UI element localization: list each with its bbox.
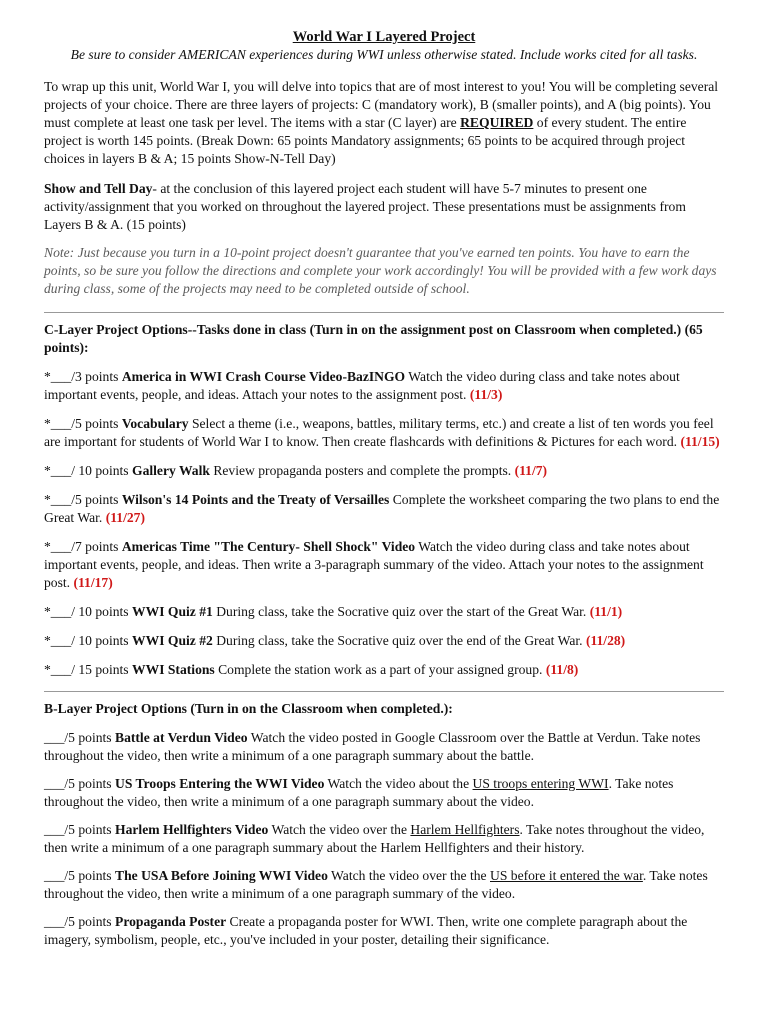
c-layer-task — [44, 632, 724, 650]
task-name: US Troops Entering the WWI Video — [115, 776, 325, 791]
task-link[interactable]: US troops entering WWI — [472, 776, 609, 791]
task-blank: ___/ — [44, 868, 69, 883]
task-link[interactable]: US before it entered the war — [490, 868, 643, 883]
task-blank: *___/ — [44, 463, 75, 478]
b-layer-task — [44, 775, 724, 811]
task-blank: *___/ — [44, 604, 75, 619]
task-description: Watch the video over the — [268, 822, 411, 837]
intro-paragraph — [44, 78, 724, 168]
task-blank: ___/ — [44, 730, 69, 745]
task-points: 5 points — [74, 416, 119, 431]
b-layer-task — [44, 867, 724, 903]
section-divider — [44, 312, 724, 313]
intro-text-2: of every student. The entire project is worth 145 points. (Break Down: 65 points Mandatory assignments; 65 points to be acquired through project choices in layers B & A; 15 points Show-N-Tell Day) — [44, 115, 687, 166]
document-page — [44, 28, 724, 959]
c-layer-task — [44, 368, 724, 404]
task-name: Americas Time "The Century- Shell Shock" Video — [121, 539, 416, 554]
task-link[interactable]: Harlem Hellfighters — [410, 822, 520, 837]
c-layer-heading-text: C-Layer Project Options--Tasks done in class — [44, 322, 310, 337]
task-points: 10 points — [74, 604, 129, 619]
task-due-date: (11/15) — [680, 434, 720, 449]
task-description: During class, take the Socrative quiz over the end of the Great War. — [212, 633, 583, 648]
task-points: 7 points — [74, 539, 119, 554]
c-layer-heading — [44, 321, 724, 357]
task-name: The USA Before Joining WWI Video — [115, 868, 328, 883]
task-blank: ___/ — [44, 776, 69, 791]
note-paragraph: Note: Just because you turn in a 10-point project doesn't guarantee that you've earned ten points. You have to earn the points, so be sure you follow the directions and complete your work accordingly! You will be provided with a few work days during class, some of the projects may need to be completed outside of school. — [44, 245, 717, 296]
b-layer-task — [44, 913, 724, 949]
c-layer-task — [44, 661, 724, 679]
task-points: 5 points — [68, 868, 112, 883]
task-name: WWI Quiz #1 — [132, 604, 213, 619]
c-layer-task-list — [44, 368, 724, 679]
task-description: Watch the video posted in Google Classroom over the Battle at Verdun. Take notes throughout the video, then write a minimum of a one paragraph summary about the battle. — [44, 730, 701, 763]
c-layer-task — [44, 603, 724, 621]
task-due-date: (11/17) — [73, 575, 113, 590]
task-points: 5 points — [68, 730, 112, 745]
task-due-date: (11/3) — [469, 387, 503, 402]
show-and-tell-label: Show and Tell Day — [44, 181, 153, 196]
page-title: World War I Layered Project — [292, 29, 476, 45]
task-description: Watch the video during class and take notes about important events, people, and ideas. Attach your notes to the assignment post. — [44, 369, 680, 402]
task-name: Propaganda Poster — [115, 914, 227, 929]
task-blank: ___/ — [44, 914, 69, 929]
task-points: 5 points — [68, 776, 112, 791]
task-description: Complete the worksheet comparing the two plans to end the Great War. — [44, 492, 720, 525]
task-name: WWI Stations — [132, 662, 215, 677]
task-name: Harlem Hellfighters Video — [115, 822, 269, 837]
task-description-end: . Take notes throughout the video, then write a minimum of a one paragraph summary about the Harlem Hellfighters and their history. — [44, 822, 705, 855]
b-layer-heading-bold: B-Layer Project Options — [44, 701, 191, 716]
task-name: Battle at Verdun Video — [115, 730, 248, 745]
task-name: WWI Quiz #2 — [132, 633, 213, 648]
c-layer-task — [44, 538, 724, 592]
c-layer-task — [44, 462, 724, 480]
task-blank: ___/ — [44, 822, 69, 837]
task-description: Select a theme (i.e., weapons, battles, military terms, etc.) and create a list of ten words you feel are important for students of World War I to know. Then create flashcards with definitions & Pictures for each word. — [44, 416, 714, 449]
task-description-end: . Take notes throughout the video, then write a minimum of a one paragraph summary about the video. — [44, 776, 674, 809]
show-and-tell-paragraph — [44, 180, 724, 234]
task-description: Review propaganda posters and complete the prompts. — [209, 463, 512, 478]
task-blank: *___/ — [44, 369, 75, 384]
task-points: 15 points — [74, 662, 129, 677]
task-description-end: . Take notes throughout the video, then write a minimum of a one paragraph summary of the video. — [44, 868, 708, 901]
task-points: 10 points — [74, 463, 129, 478]
task-points: 5 points — [68, 914, 112, 929]
c-layer-heading-bold: (Turn in on the assignment post on Classroom when completed.) (65 points): — [44, 322, 703, 355]
b-layer-task — [44, 821, 724, 857]
c-layer-section — [44, 321, 724, 679]
task-description: Watch the video over the the — [327, 868, 490, 883]
show-and-tell-text: - at the conclusion of this layered project each student will have 5-7 minutes to present one activity/assignment that you worked on throughout the layered project. These presentations must be assignments from Layers B & A. (15 points) — [44, 181, 686, 232]
task-description: During class, take the Socrative quiz over the start of the Great War. — [212, 604, 587, 619]
task-blank: *___/ — [44, 539, 75, 554]
c-layer-task — [44, 415, 724, 451]
task-name: America in WWI Crash Course Video-BazINGO — [121, 369, 406, 384]
b-layer-task-list — [44, 729, 724, 949]
section-divider — [44, 691, 724, 692]
b-layer-task — [44, 729, 724, 765]
task-blank: *___/ — [44, 416, 75, 431]
task-due-date: (11/1) — [589, 604, 623, 619]
intro-text-1: To wrap up this unit, World War I, you will delve into topics that are of most interest to you! You will be completing several projects of your choice. There are three layers of projects: C (mandatory work), B (smaller points), and A (big points). You must complete at least one task per level. The items with a star (C layer) are — [44, 79, 719, 130]
task-blank: *___/ — [44, 633, 75, 648]
task-points: 3 points — [74, 369, 119, 384]
task-blank: *___/ — [44, 492, 75, 507]
task-description: Create a propaganda poster for WWI. Then, write one complete paragraph about the imagery, symbolism, people, etc., you've included in your poster, detailing their significance. — [44, 914, 688, 947]
task-due-date: (11/27) — [105, 510, 145, 525]
task-name: Wilson's 14 Points and the Treaty of Versailles — [121, 492, 390, 507]
task-points: 5 points — [74, 492, 119, 507]
task-points: 10 points — [74, 633, 129, 648]
task-name: Vocabulary — [121, 416, 189, 431]
c-layer-task — [44, 491, 724, 527]
task-due-date: (11/7) — [514, 463, 548, 478]
required-word: REQUIRED — [460, 115, 534, 130]
task-name: Gallery Walk — [132, 463, 210, 478]
b-layer-heading-text: (Turn in on the Classroom when completed.): — [190, 701, 453, 716]
page-subtitle: Be sure to consider AMERICAN experiences during WWI unless otherwise stated. Include works cited for all tasks. — [70, 47, 698, 62]
task-due-date: (11/28) — [585, 633, 626, 648]
b-layer-section — [44, 700, 724, 949]
b-layer-heading — [44, 700, 724, 718]
task-description: Watch the video about the — [324, 776, 473, 791]
task-blank: *___/ — [44, 662, 75, 677]
task-description: Watch the video during class and take notes about important events, people, and ideas. Then write a 3-paragraph summary of the video. Attach your notes to the assignment post. — [44, 539, 704, 590]
task-points: 5 points — [68, 822, 112, 837]
task-due-date: (11/8) — [545, 662, 579, 677]
task-description: Complete the station work as a part of your assigned group. — [214, 662, 543, 677]
